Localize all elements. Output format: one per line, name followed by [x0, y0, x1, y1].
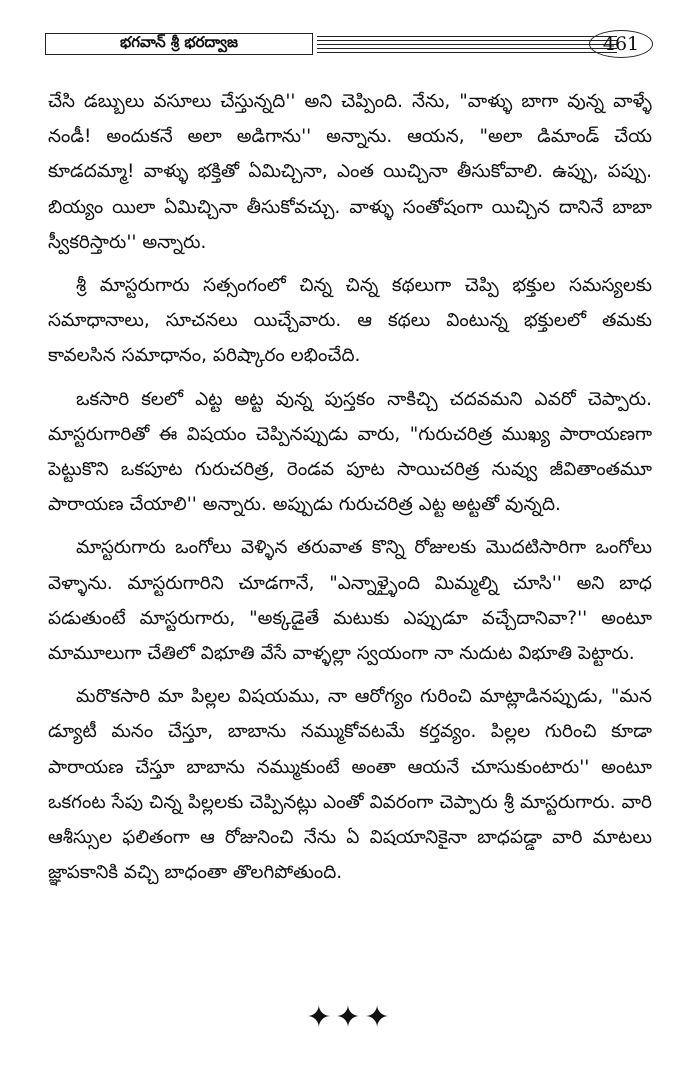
body-text: [48, 84, 652, 898]
paragraph: మరొకసారి మా పిల్లల విషయము, నా ఆరోగ్యం గురించి మాట్లాడినప్పుడు, "మన డ్యూటీ మనం చేస్తూ, బాబాను నమ్ముకోవటమే కర్తవ్యం. పిల్లల గురించి కూడా పారాయణ చేస్తూ బాబాను నమ్ముకుంటే అంతా ఆయనే చూసుకుంటారు'' అంటూ ఒకగంట సేపు చిన్న పిల్లలకు చెప్పినట్లు ఎంతో వివరంగా చెప్పారు శ్రీ మాస్టరుగారు. వారి ఆశీస్సుల ఫలితంగా ఆ రోజునించి నేను ఏ విషయానికైనా బాధపడ్డా వారి మాటలు జ్ఞాపకానికి వచ్చి బాధంతా తొలగిపోతుంది.: [48, 686, 652, 884]
paragraph: ఒకసారి కలలో ఎట్ట అట్ట వున్న పుస్తకం నాకిచ్చి చదవమని ఎవరో చెప్పారు. మాస్టరుగారితో ఈ విషయం చెప్పినప్పుడు వారు, "గురుచరిత్ర ముఖ్య పారాయణగా పెట్టుకొని ఒకపూట గురుచరిత్ర, రెండవ పూట సాయిచరిత్ర నువ్వు జీవితాంతమూ పారాయణ చేయాలి'' అన్నారు. అప్పుడు గురుచరిత్ర ఎట్ట అట్టతో వున్నది.: [48, 388, 652, 516]
section-ornament: ✦✦✦: [306, 1000, 394, 1035]
page-number: 461: [589, 30, 653, 58]
paragraph: మాస్టరుగారు ఒంగోలు వెళ్ళిన తరువాత కొన్ని రోజులకు మొదటిసారిగా ఒంగోలు వెళ్ళాను. మాస్టరుగారిని చూడగానే, "ఎన్నాళ్ళైంది మిమ్మల్ని చూసి'' అని బాధ పడుతుంటే మాస్టరుగారు, "అక్కడైతే మటుకు ఎప్పుడూ వచ్చేదానివా?'' అంటూ మామూలుగా చేతిలో విభూతి వేసే వాళ్ళల్లా స్వయంగా నా నుదుట విభూతి పెట్టారు.: [48, 537, 652, 665]
paragraph: శ్రీ మాస్టరుగారు సత్సంగంలో చిన్న చిన్న కథలుగా చెప్పి భక్తుల సమస్యలకు సమాధానాలు, సూచనలు యిచ్చేవారు. ఆ కథలు వింటున్న భక్తులలో తమకు కావలసిన సమాధానం, పరిష్కారం లభించేది.: [48, 275, 652, 367]
header-rules: [317, 36, 617, 54]
paragraph: చేసి డబ్బులు వసూలు చేస్తున్నది'' అని చెప్పింది. నేను, "వాళ్ళు బాగా వున్న వాళ్ళే నండీ! అందుకనే అలా అడిగాను'' అన్నాను. ఆయన, "అలా డిమాండ్ చేయ కూడదమ్మా! వాళ్ళు భక్తితో ఏమిచ్చినా, ఎంత యిచ్చినా తీసుకోవాలి. ఉప్పు, పప్పు. బియ్యం యిలా ఏమిచ్చినా తీసుకోవచ్చు. వాళ్ళు సంతోషంగా యిచ్చిన దానినే బాబా స్వీకరిస్తారు'' అన్నారు.: [48, 91, 652, 253]
page-header: [45, 30, 653, 62]
running-title: భగవాన్ శ్రీ భరద్వాజ: [45, 33, 313, 55]
